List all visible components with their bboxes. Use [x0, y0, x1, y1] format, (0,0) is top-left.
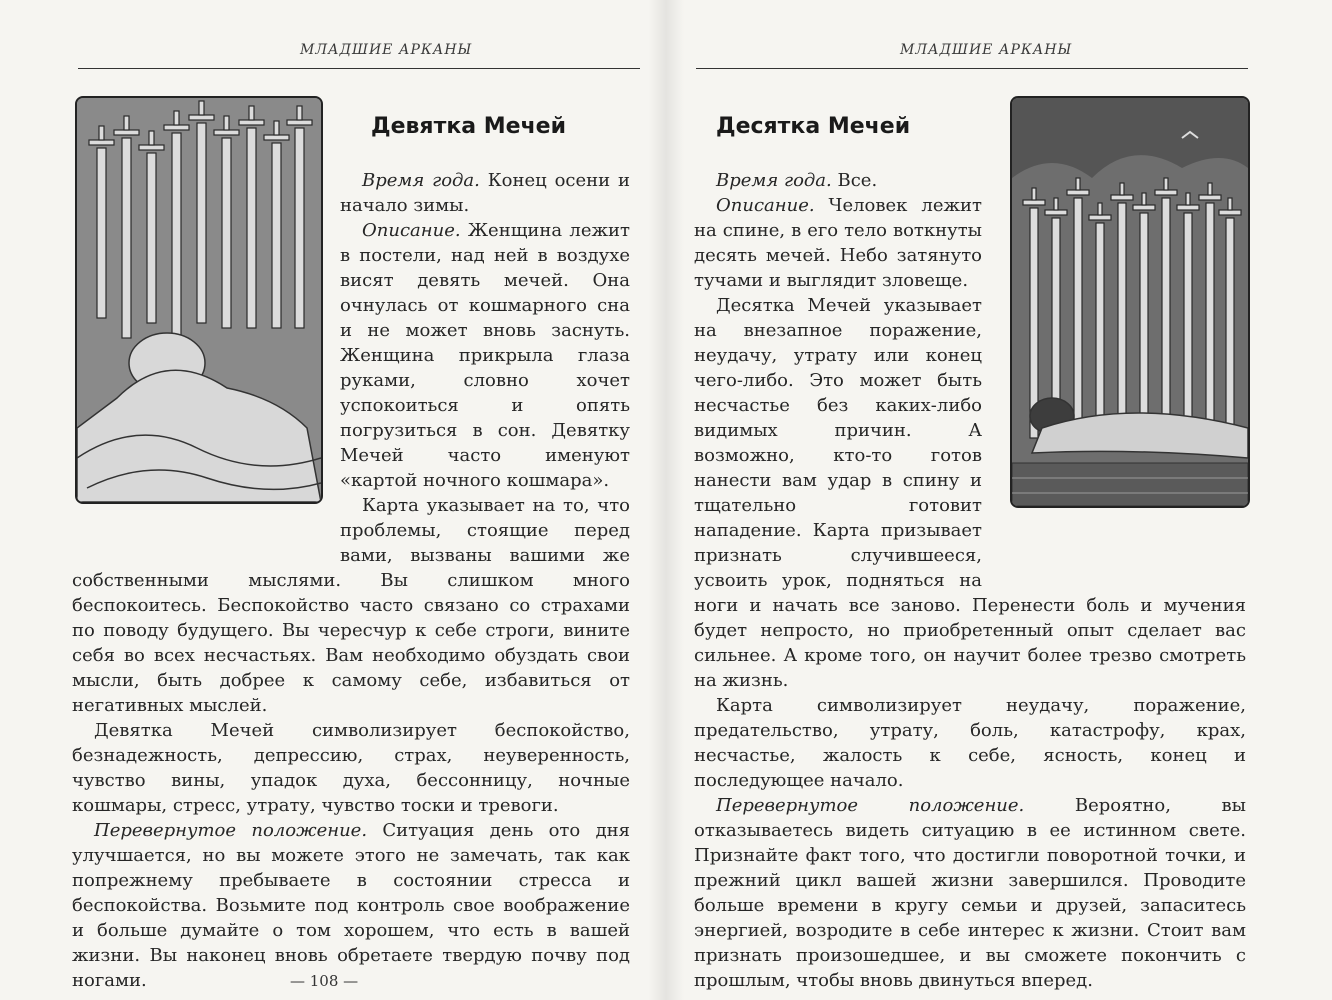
paragraph: Девятка Мечей символизирует беспокойство, безнадежность, депрессию, страх, неуверенность, чувство вины, упадок духа, бессонницу, ночные кошмары, стресс, утрату, чувство тоски и тревоги.	[72, 720, 630, 816]
paragraph: Описание. Человек лежит на спине, в его тело воткнуты десять мечей. Небо затянуто тучами и выглядит зловеще.	[694, 195, 982, 291]
paragraph: Описание. Женщина лежит в постели, над ней в воздухе висят девять мечей. Она очнулась от кошмарного сна и не может вновь заснуть. Женщина прикрыла глаза руками, словно хочет успокоиться и опять погрузиться в сон. Девятку Мечей часто именуют «картой ночного кошмара».	[340, 220, 630, 491]
left-page	[0, 0, 660, 1000]
header-rule	[78, 68, 640, 69]
paragraph: Время года. Конец осени и начало зимы.	[340, 170, 630, 216]
header-rule	[696, 68, 1248, 69]
running-head: МЛАДШИЕ АРКАНЫ	[300, 42, 473, 58]
left-body-text	[72, 168, 630, 993]
page-title: Десятка Мечей	[716, 114, 911, 139]
paragraph: Карта символизирует неудачу, поражение, предательство, утрату, боль, катастрофу, крах, несчастье, жалость к себе, ясность, конец и последующее начало.	[694, 695, 1246, 791]
right-body-text	[694, 168, 1246, 993]
paragraph: Время года. Все.	[716, 170, 878, 191]
paragraph: Перевернутое положение. Ситуация день ото дня улучшается, но вы можете этого не замечать, так как попрежнему пребываете в состоянии стресса и беспокойства. Возьмите под контроль свое воображение и больше думайте о том хорошем, что есть в вашей жизни. Вы наконец вновь обретаете твердую почву под ногами.	[72, 820, 630, 991]
right-page	[672, 0, 1332, 1000]
paragraph: Карта указывает на то, что проблемы, стоящие перед вами, вызваны вашими же собственными мыслями. Вы слишком много беспокоитесь. Беспокойство часто связано со страхами по поводу будущего. Вы чересчур к себе строги, вините себя во всех несчастьях. Вам необходимо обуздать свои мысли, быть добрее к самому себе, избавиться от негативных мыслей.	[72, 495, 630, 716]
page-title: Девятка Мечей	[371, 114, 567, 139]
paragraph: Десятка Мечей указывает на внезапное поражение, неудачу, утрату или конец чего-либо. Это может быть несчастье без каких-либо видимых причин. А возможно, кто-то готов нанести вам удар в спину и тщательно готовит нападение. Карта призывает признать случившееся, усвоить урок, подняться на ноги и начать все заново. Перенести боль и мучения будет непросто, но приобретенный опыт сделает вас сильнее. А кроме того, он научит более трезво смотреть на жизнь.	[694, 295, 1246, 691]
page-number: — 108 —	[290, 972, 359, 990]
paragraph: Перевернутое положение. Вероятно, вы отказываетесь видеть ситуацию в ее истинном свете. Признайте факт того, что достигли поворотной точки, и прежний цикл вашей жизни завершился. Проводите больше времени в кругу семьи и друзей, запаситесь энергией, возродите в себе интерес к жизни. Стоит вам признать произошедшее, и вы сможете покончить с прошлым, чтобы вновь двинуться вперед.	[694, 795, 1247, 991]
running-head: МЛАДШИЕ АРКАНЫ	[900, 42, 1073, 58]
